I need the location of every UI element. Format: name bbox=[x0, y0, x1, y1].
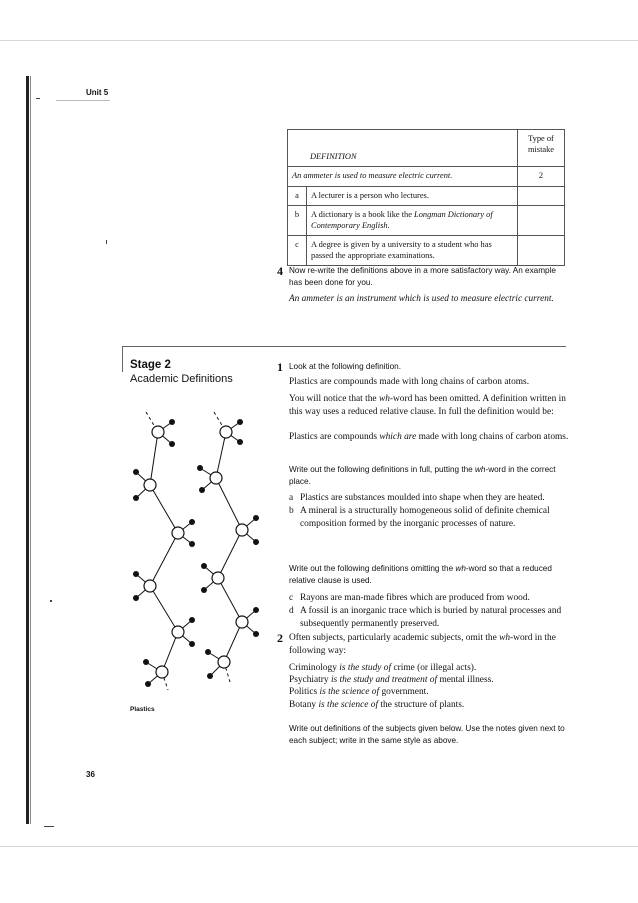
notice-paragraph bbox=[289, 393, 569, 419]
row-type-cell bbox=[518, 186, 565, 206]
section-rule-vertical bbox=[122, 346, 123, 372]
row-text: A lecturer is a person who lectures. bbox=[311, 190, 429, 200]
row-label: b bbox=[288, 206, 307, 236]
unit-label: Unit 5 bbox=[86, 88, 109, 97]
hydrogen-atom bbox=[205, 649, 211, 655]
hydrogen-atom bbox=[133, 595, 139, 601]
item-text: Plastics are substances moulded into shape when they are heated. bbox=[300, 493, 545, 503]
binding-edge bbox=[26, 76, 29, 824]
hydrogen-atom bbox=[169, 441, 175, 447]
exercise-1-number: 1 bbox=[277, 360, 283, 374]
write-full-instruction bbox=[289, 464, 569, 489]
full-definition bbox=[289, 431, 569, 444]
table-row bbox=[288, 206, 565, 236]
scan-speck bbox=[44, 826, 54, 827]
carbon-atom bbox=[236, 616, 248, 628]
hydrogen-atom bbox=[189, 641, 195, 647]
subject-rest: crime (or illegal acts). bbox=[391, 663, 477, 673]
carbon-atom bbox=[144, 479, 156, 491]
section-rule bbox=[122, 346, 566, 347]
definition-table bbox=[287, 129, 565, 266]
row-type-cell bbox=[518, 236, 565, 266]
subject-name: Psychiatry bbox=[289, 675, 331, 686]
table-row bbox=[288, 186, 565, 206]
hydrogen-atom bbox=[133, 571, 139, 577]
exercise-2-number: 2 bbox=[277, 631, 283, 645]
scan-speck bbox=[106, 240, 107, 244]
full-definition-text: Plastics are compounds bbox=[289, 432, 380, 442]
hydrogen-atom bbox=[143, 659, 149, 665]
carbon-atom bbox=[144, 580, 156, 592]
type-of-mistake-header: Type of mistake bbox=[518, 130, 565, 167]
header-rule bbox=[56, 100, 110, 101]
subject-name: Politics bbox=[289, 687, 320, 698]
scan-speck bbox=[50, 600, 52, 602]
hydrogen-atom bbox=[253, 631, 259, 637]
row-label: a bbox=[288, 186, 307, 206]
intro-text-end: -word in the following way: bbox=[289, 633, 556, 657]
row-definition bbox=[307, 186, 518, 206]
notice-text: You will notice that the bbox=[289, 394, 379, 404]
hydrogen-atom bbox=[145, 681, 151, 687]
hydrogen-atom bbox=[201, 563, 207, 569]
item-label: a bbox=[289, 493, 294, 503]
plastics-molecule-illustration bbox=[128, 410, 268, 702]
intro-text: Often subjects, particularly academic subjects, omit the bbox=[289, 633, 500, 643]
full-definition-text-end: made with long chains of carbon atoms. bbox=[416, 432, 569, 442]
stage-subtitle: Academic Definitions bbox=[130, 373, 233, 385]
list-item bbox=[289, 662, 569, 674]
exercise-4-instruction: Now re-write the definitions above in a more satisfactory way. An example has been done for you. bbox=[289, 266, 556, 287]
row-text: A dictionary is a book like the bbox=[311, 210, 415, 219]
exercise-4-answer: An ammeter is an instrument which is used to measure electric current. bbox=[289, 294, 554, 304]
list-item bbox=[289, 699, 569, 711]
subject-phrase: is the study and treatment of bbox=[330, 675, 438, 686]
full-definition-italic: which are bbox=[379, 432, 417, 442]
instruction-text-end: -word in the correct place. bbox=[289, 465, 556, 487]
notice-italic: wh bbox=[378, 394, 390, 404]
page-number: 36 bbox=[86, 770, 95, 779]
subject-rest: the structure of plants. bbox=[378, 699, 465, 710]
instruction-text: Write out the following definitions in full, putting the bbox=[289, 465, 475, 474]
hydrogen-atom bbox=[189, 519, 195, 525]
stage-title: Stage 2 bbox=[130, 359, 171, 371]
subject-phrase: is the study of bbox=[339, 663, 392, 673]
carbon-atom bbox=[156, 666, 168, 678]
row-definition bbox=[307, 236, 518, 266]
carbon-chain-right bbox=[216, 432, 242, 662]
list-item bbox=[289, 605, 569, 631]
hydrogen-atom bbox=[133, 469, 139, 475]
row-text: A degree is given by a university to a student who has passed the appropriate examinations. bbox=[311, 240, 492, 260]
instruction-text-end: -word so that a reduced relative clause is used. bbox=[289, 564, 552, 586]
instruction-italic: wh bbox=[455, 564, 466, 573]
row-type-cell bbox=[518, 206, 565, 236]
subject-phrase: is the science of bbox=[319, 687, 380, 698]
hydrogen-atom bbox=[133, 495, 139, 501]
row-label: c bbox=[288, 236, 307, 266]
example-type: 2 bbox=[518, 167, 565, 187]
table-row bbox=[288, 236, 565, 266]
hydrogen-atom bbox=[197, 465, 203, 471]
hydrogen-atom bbox=[207, 673, 213, 679]
bottom-page-edge bbox=[0, 846, 638, 847]
definition-header: DEFINITION bbox=[288, 130, 518, 167]
notice-text-end: -word has been omitted. A definition written in this way uses a reduced relative clause. In full the definition would be: bbox=[289, 394, 566, 418]
list-item bbox=[289, 686, 569, 698]
hydrogen-atom bbox=[199, 487, 205, 493]
exercise-2-final-instruction: Write out definitions of the subjects given below. Use the notes given next to each subject; write in the same style as above. bbox=[289, 724, 565, 746]
hydrogen-atom bbox=[189, 617, 195, 623]
carbon-atom bbox=[172, 527, 184, 539]
carbon-atom bbox=[152, 426, 164, 438]
item-label: c bbox=[289, 593, 294, 603]
hydrogen-atom bbox=[253, 607, 259, 613]
row-text-end: . bbox=[387, 220, 390, 230]
binding-shadow bbox=[30, 76, 31, 824]
list-item bbox=[289, 492, 569, 505]
item-label: d bbox=[289, 606, 294, 617]
subject-rest: government. bbox=[379, 687, 429, 698]
subject-rest: mental illness. bbox=[437, 675, 494, 686]
figure-caption: Plastics bbox=[130, 706, 155, 713]
omit-items-list bbox=[289, 592, 569, 631]
exercise-4-number: 4 bbox=[277, 264, 283, 278]
carbon-atom bbox=[236, 524, 248, 536]
hydrogen-atom bbox=[189, 541, 195, 547]
hydrogen-atom bbox=[169, 419, 175, 425]
subject-name: Botany bbox=[289, 699, 319, 710]
subject-examples bbox=[289, 662, 569, 711]
item-label: b bbox=[289, 506, 294, 517]
full-items-list bbox=[289, 492, 569, 531]
subject-name: Criminology bbox=[289, 663, 340, 673]
hydrogen-atom bbox=[253, 539, 259, 545]
carbon-atom bbox=[218, 656, 230, 668]
list-item bbox=[289, 505, 569, 531]
intro-italic: wh bbox=[499, 633, 511, 643]
carbon-atom bbox=[210, 472, 222, 484]
item-text: A fossil is an inorganic trace which is buried by natural processes and subsequently permanently preserved. bbox=[300, 606, 562, 630]
example-definition: Plastics are compounds made with long chains of carbon atoms. bbox=[289, 377, 530, 387]
row-text-italic: Longman Dictionary of Contemporary English bbox=[311, 210, 493, 230]
hydrogen-atom bbox=[237, 439, 243, 445]
carbon-atom bbox=[220, 426, 232, 438]
scan-speck bbox=[36, 98, 40, 99]
hydrogen-atom bbox=[253, 515, 259, 521]
instruction-text: Write out the following definitions omitting the bbox=[289, 564, 456, 573]
item-text: A mineral is a structurally homogeneous solid of definite chemical composition formed by the inorganic processes of nature. bbox=[300, 506, 550, 530]
carbon-atom bbox=[172, 626, 184, 638]
table-row bbox=[288, 167, 565, 187]
instruction-italic: wh bbox=[475, 465, 486, 474]
hydrogen-atom bbox=[201, 587, 207, 593]
list-item bbox=[289, 674, 569, 686]
row-definition bbox=[307, 206, 518, 236]
carbon-atom bbox=[212, 572, 224, 584]
top-page-edge bbox=[0, 40, 638, 41]
list-item bbox=[289, 592, 569, 605]
hydrogen-atom bbox=[237, 419, 243, 425]
example-definition: An ammeter is used to measure electric current. bbox=[288, 167, 518, 187]
subject-phrase: is the science of bbox=[318, 699, 379, 710]
exercise-2-intro bbox=[289, 632, 569, 658]
write-omit-instruction bbox=[289, 563, 569, 588]
exercise-1-instruction: Look at the following definition. bbox=[289, 362, 401, 371]
table-header-row bbox=[288, 130, 565, 167]
item-text: Rayons are man-made fibres which are produced from wood. bbox=[300, 593, 530, 603]
